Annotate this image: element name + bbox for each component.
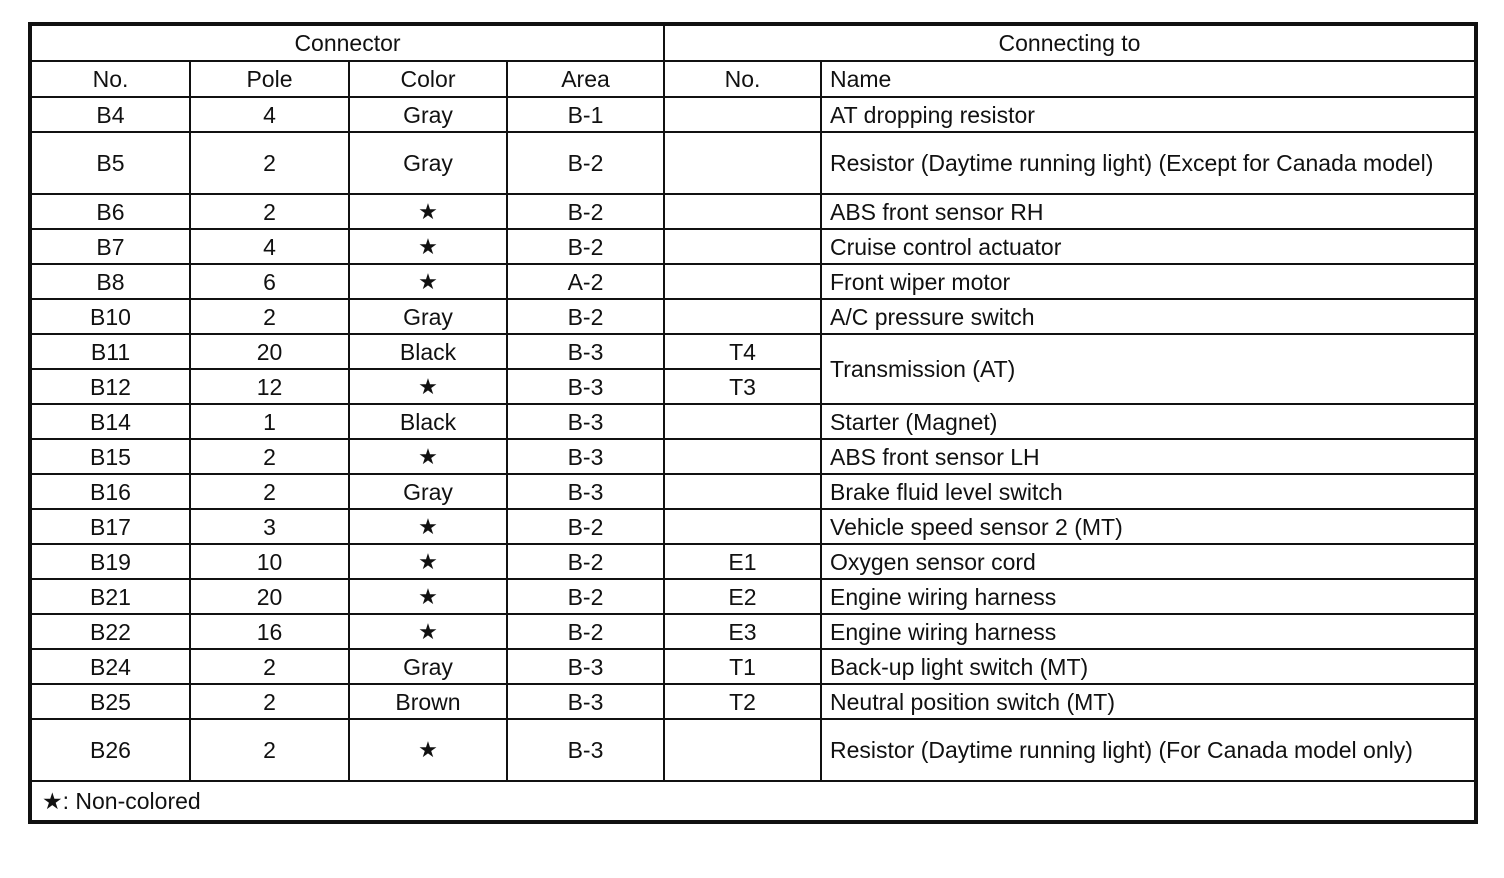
cell-to-no: T4 bbox=[664, 334, 821, 369]
cell-name: Neutral position switch (MT) bbox=[821, 684, 1476, 719]
footnote-row bbox=[30, 781, 1476, 822]
cell-color: ★ bbox=[349, 439, 507, 474]
table-row bbox=[30, 334, 1476, 369]
cell-color: Gray bbox=[349, 132, 507, 194]
table-row bbox=[30, 132, 1476, 194]
header-color: Color bbox=[349, 61, 507, 97]
cell-name: Engine wiring harness bbox=[821, 579, 1476, 614]
connector-table bbox=[28, 22, 1478, 824]
header-name: Name bbox=[821, 61, 1476, 97]
cell-color: Gray bbox=[349, 474, 507, 509]
cell-name: Resistor (Daytime running light) (Except for Canada model) bbox=[821, 132, 1476, 194]
footnote: ★: Non-colored bbox=[30, 781, 1476, 822]
cell-to-no bbox=[664, 404, 821, 439]
table-row bbox=[30, 299, 1476, 334]
header-column-row bbox=[30, 61, 1476, 97]
cell-to-no: T3 bbox=[664, 369, 821, 404]
header-area: Area bbox=[507, 61, 664, 97]
cell-name: AT dropping resistor bbox=[821, 97, 1476, 132]
cell-name: Back-up light switch (MT) bbox=[821, 649, 1476, 684]
cell-pole: 20 bbox=[190, 334, 349, 369]
cell-no: B22 bbox=[30, 614, 190, 649]
cell-color: Gray bbox=[349, 97, 507, 132]
cell-area: A-2 bbox=[507, 264, 664, 299]
table-row bbox=[30, 719, 1476, 781]
cell-color: ★ bbox=[349, 264, 507, 299]
cell-pole: 2 bbox=[190, 684, 349, 719]
cell-name: Brake fluid level switch bbox=[821, 474, 1476, 509]
cell-area: B-3 bbox=[507, 649, 664, 684]
cell-color: Gray bbox=[349, 649, 507, 684]
cell-name: A/C pressure switch bbox=[821, 299, 1476, 334]
cell-pole: 2 bbox=[190, 439, 349, 474]
cell-area: B-3 bbox=[507, 369, 664, 404]
cell-no: B5 bbox=[30, 132, 190, 194]
cell-area: B-2 bbox=[507, 194, 664, 229]
cell-area: B-3 bbox=[507, 719, 664, 781]
cell-name: Vehicle speed sensor 2 (MT) bbox=[821, 509, 1476, 544]
cell-to-no bbox=[664, 509, 821, 544]
cell-no: B11 bbox=[30, 334, 190, 369]
cell-name: Engine wiring harness bbox=[821, 614, 1476, 649]
table-row bbox=[30, 684, 1476, 719]
cell-area: B-3 bbox=[507, 684, 664, 719]
cell-color: ★ bbox=[349, 194, 507, 229]
cell-pole: 2 bbox=[190, 649, 349, 684]
cell-color: ★ bbox=[349, 579, 507, 614]
table-row bbox=[30, 649, 1476, 684]
cell-no: B7 bbox=[30, 229, 190, 264]
header-no: No. bbox=[30, 61, 190, 97]
cell-to-no: E1 bbox=[664, 544, 821, 579]
cell-pole: 2 bbox=[190, 474, 349, 509]
cell-name: Starter (Magnet) bbox=[821, 404, 1476, 439]
cell-no: B10 bbox=[30, 299, 190, 334]
cell-color: ★ bbox=[349, 614, 507, 649]
cell-to-no: T2 bbox=[664, 684, 821, 719]
cell-area: B-2 bbox=[507, 299, 664, 334]
cell-to-no bbox=[664, 264, 821, 299]
cell-name: Front wiper motor bbox=[821, 264, 1476, 299]
cell-pole: 2 bbox=[190, 719, 349, 781]
cell-to-no: E2 bbox=[664, 579, 821, 614]
cell-no: B16 bbox=[30, 474, 190, 509]
cell-name: Cruise control actuator bbox=[821, 229, 1476, 264]
table-row bbox=[30, 404, 1476, 439]
cell-to-no bbox=[664, 474, 821, 509]
cell-pole: 16 bbox=[190, 614, 349, 649]
cell-name: Oxygen sensor cord bbox=[821, 544, 1476, 579]
cell-to-no bbox=[664, 719, 821, 781]
header-connector: Connector bbox=[30, 24, 664, 61]
cell-pole: 4 bbox=[190, 229, 349, 264]
cell-color: Brown bbox=[349, 684, 507, 719]
cell-color: ★ bbox=[349, 229, 507, 264]
cell-no: B26 bbox=[30, 719, 190, 781]
cell-no: B17 bbox=[30, 509, 190, 544]
cell-to-no bbox=[664, 229, 821, 264]
table-row bbox=[30, 229, 1476, 264]
cell-to-no: T1 bbox=[664, 649, 821, 684]
cell-name: Resistor (Daytime running light) (For Canada model only) bbox=[821, 719, 1476, 781]
cell-no: B4 bbox=[30, 97, 190, 132]
cell-color: Black bbox=[349, 404, 507, 439]
cell-color: Gray bbox=[349, 299, 507, 334]
cell-color: ★ bbox=[349, 719, 507, 781]
cell-no: B21 bbox=[30, 579, 190, 614]
table-row bbox=[30, 97, 1476, 132]
table-row bbox=[30, 474, 1476, 509]
cell-no: B19 bbox=[30, 544, 190, 579]
cell-pole: 3 bbox=[190, 509, 349, 544]
cell-to-no bbox=[664, 194, 821, 229]
cell-color: ★ bbox=[349, 509, 507, 544]
header-group-row bbox=[30, 24, 1476, 61]
cell-pole: 4 bbox=[190, 97, 349, 132]
cell-area: B-2 bbox=[507, 614, 664, 649]
cell-pole: 12 bbox=[190, 369, 349, 404]
cell-color: ★ bbox=[349, 369, 507, 404]
table-row bbox=[30, 439, 1476, 474]
cell-area: B-2 bbox=[507, 229, 664, 264]
cell-area: B-2 bbox=[507, 509, 664, 544]
cell-area: B-2 bbox=[507, 544, 664, 579]
cell-area: B-3 bbox=[507, 334, 664, 369]
cell-name: ABS front sensor LH bbox=[821, 439, 1476, 474]
cell-pole: 10 bbox=[190, 544, 349, 579]
header-connecting-to: Connecting to bbox=[664, 24, 1476, 61]
cell-to-no bbox=[664, 299, 821, 334]
table-row bbox=[30, 544, 1476, 579]
cell-no: B15 bbox=[30, 439, 190, 474]
table-row bbox=[30, 509, 1476, 544]
cell-pole: 2 bbox=[190, 194, 349, 229]
cell-color: ★ bbox=[349, 544, 507, 579]
cell-to-no bbox=[664, 97, 821, 132]
cell-no: B6 bbox=[30, 194, 190, 229]
cell-area: B-3 bbox=[507, 474, 664, 509]
cell-pole: 1 bbox=[190, 404, 349, 439]
cell-area: B-2 bbox=[507, 579, 664, 614]
cell-to-no bbox=[664, 439, 821, 474]
cell-no: B14 bbox=[30, 404, 190, 439]
cell-to-no: E3 bbox=[664, 614, 821, 649]
cell-color: Black bbox=[349, 334, 507, 369]
cell-name: ABS front sensor RH bbox=[821, 194, 1476, 229]
header-pole: Pole bbox=[190, 61, 349, 97]
cell-no: B24 bbox=[30, 649, 190, 684]
cell-area: B-2 bbox=[507, 132, 664, 194]
cell-pole: 20 bbox=[190, 579, 349, 614]
cell-area: B-3 bbox=[507, 404, 664, 439]
cell-pole: 2 bbox=[190, 132, 349, 194]
table-row bbox=[30, 614, 1476, 649]
cell-area: B-3 bbox=[507, 439, 664, 474]
cell-name: Transmission (AT) bbox=[821, 334, 1476, 404]
table-row bbox=[30, 579, 1476, 614]
header-to-no: No. bbox=[664, 61, 821, 97]
cell-area: B-1 bbox=[507, 97, 664, 132]
cell-no: B25 bbox=[30, 684, 190, 719]
cell-pole: 6 bbox=[190, 264, 349, 299]
cell-no: B12 bbox=[30, 369, 190, 404]
cell-pole: 2 bbox=[190, 299, 349, 334]
cell-to-no bbox=[664, 132, 821, 194]
table-row bbox=[30, 264, 1476, 299]
table-row bbox=[30, 194, 1476, 229]
cell-no: B8 bbox=[30, 264, 190, 299]
table-body bbox=[30, 97, 1476, 781]
